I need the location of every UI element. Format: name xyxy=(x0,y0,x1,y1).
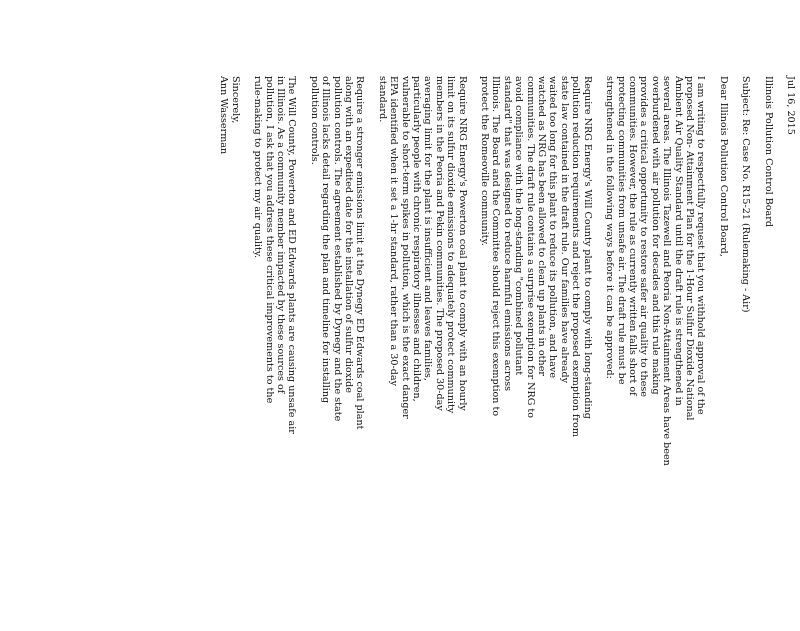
paragraph-line: pollution reduction requirements and reject the proposed exemption from xyxy=(570,76,582,437)
letter-recipient: Illinois Pollution Control Board xyxy=(762,76,774,227)
paragraph-line: pollution controls. xyxy=(308,76,320,165)
paragraph-line: protect the Romeoville community. xyxy=(479,76,491,246)
paragraph-line: Require a stronger emissions limit at the Dynegy ED Edwards coal plant xyxy=(354,76,366,430)
letter-body xyxy=(218,76,796,631)
letter-signature: Ann Wasserman xyxy=(218,76,230,155)
letter-closing: Sincerely, xyxy=(229,76,241,124)
paragraph-line: Require NRG Energy's Powerton coal plant to comply with an hourly xyxy=(456,76,468,411)
paragraph-line: protecting communities from unsafe air. The draft rule must be xyxy=(615,76,627,385)
paragraph-line: I am writing to respectfully request that you withhold approval of the xyxy=(695,76,707,415)
paragraph-line: pollution, I ask that you address these critical improvements to the xyxy=(263,76,275,404)
paragraph-line: avoid compliance with the long-standing "combined pollutant xyxy=(513,76,525,376)
letter-salutation: Dear Illinois Pollution Control Board, xyxy=(717,76,729,257)
letter-paragraph xyxy=(479,76,593,631)
letter-paragraph xyxy=(376,76,467,631)
paragraph-line: several areas. The Illinois Tazewell and Peoria Non-Attainment Areas have been xyxy=(661,76,673,466)
paragraph-line: standard. xyxy=(376,76,388,123)
letter-date: Jul 16, 2015 xyxy=(785,76,796,135)
paragraph-line: Require NRG Energy's Will County plant to comply with long-standing xyxy=(581,76,593,419)
paragraph-line: limit on its sulfur dioxide emissions to adequately protect community xyxy=(445,76,457,414)
paragraph-line: in Illinois. As a community member impacted by these sources of xyxy=(274,76,286,394)
paragraph-line: standard" that was designed to reduce harmful emissions across xyxy=(501,76,513,392)
letter-paragraph xyxy=(308,76,365,631)
paragraph-line: state law contained in the draft rule. Our families have already xyxy=(558,76,570,383)
paragraph-line: proposed Non- Attainment Plan for the 1-Hour Sulfur Dioxide National xyxy=(683,76,695,421)
paragraph-line: EPA identified when it set a 1-hr standard, rather than a 30-day xyxy=(388,76,400,387)
paragraph-line: The Will County, Powerton and ED Edwards plants are causing unsafe air xyxy=(286,76,298,434)
paragraph-line: vulnerable to short-term spikes in pollution, which is the exact danger xyxy=(399,76,411,419)
letter-paragraph xyxy=(252,76,298,631)
letter-paragraphs xyxy=(241,76,707,631)
letter-subject: Subject: Re: Case No. R15-21 (Rulemaking - Air) xyxy=(740,76,752,313)
paragraph-line: communities. The draft rule contains a surprise exemption for NRG to xyxy=(524,76,536,419)
paragraph-line: watched as NRG has been allowed to clean up plants in other xyxy=(536,76,548,376)
paragraph-line: overburdened with air pollution for decades and this rule making xyxy=(649,76,661,395)
paragraph-line: communities. However, the rule as currently written falls short of xyxy=(626,76,638,396)
paragraph-line: strengthened in the following ways before it can be approved: xyxy=(604,76,616,379)
paragraph-line: provides a critical opportunity to restore safer air quality to these xyxy=(638,76,650,397)
paragraph-line: rule-making to protect my air quality. xyxy=(252,76,264,259)
paragraph-line: Ambient Air Quality Standard until the draft rule is strengthened in xyxy=(672,76,684,406)
paragraph-line: particularly people with chronic respiratory illnesses and children, xyxy=(411,76,423,402)
paragraph-line: averaging limit for the plant is insufficient and leaves families, xyxy=(422,76,434,381)
paragraph-line: along with an expedited date for the installation of sulfur dioxide xyxy=(343,76,354,393)
paragraph-line: waited too long for this plant to reduce its pollution, and have xyxy=(547,76,559,379)
paragraph-line: pollution controls. The agreement established by Dynegy and the state xyxy=(331,76,343,422)
letter-paragraph xyxy=(604,76,707,631)
paragraph-line: Illinois. The Board and the Committee should reject this exemption to xyxy=(490,76,502,417)
paragraph-line: of Illinois lacks detail regarding the plan and timeline for installing xyxy=(320,76,332,404)
paragraph-line: members in the Peoria and Pekin communities. The proposed 30-day xyxy=(433,76,445,411)
